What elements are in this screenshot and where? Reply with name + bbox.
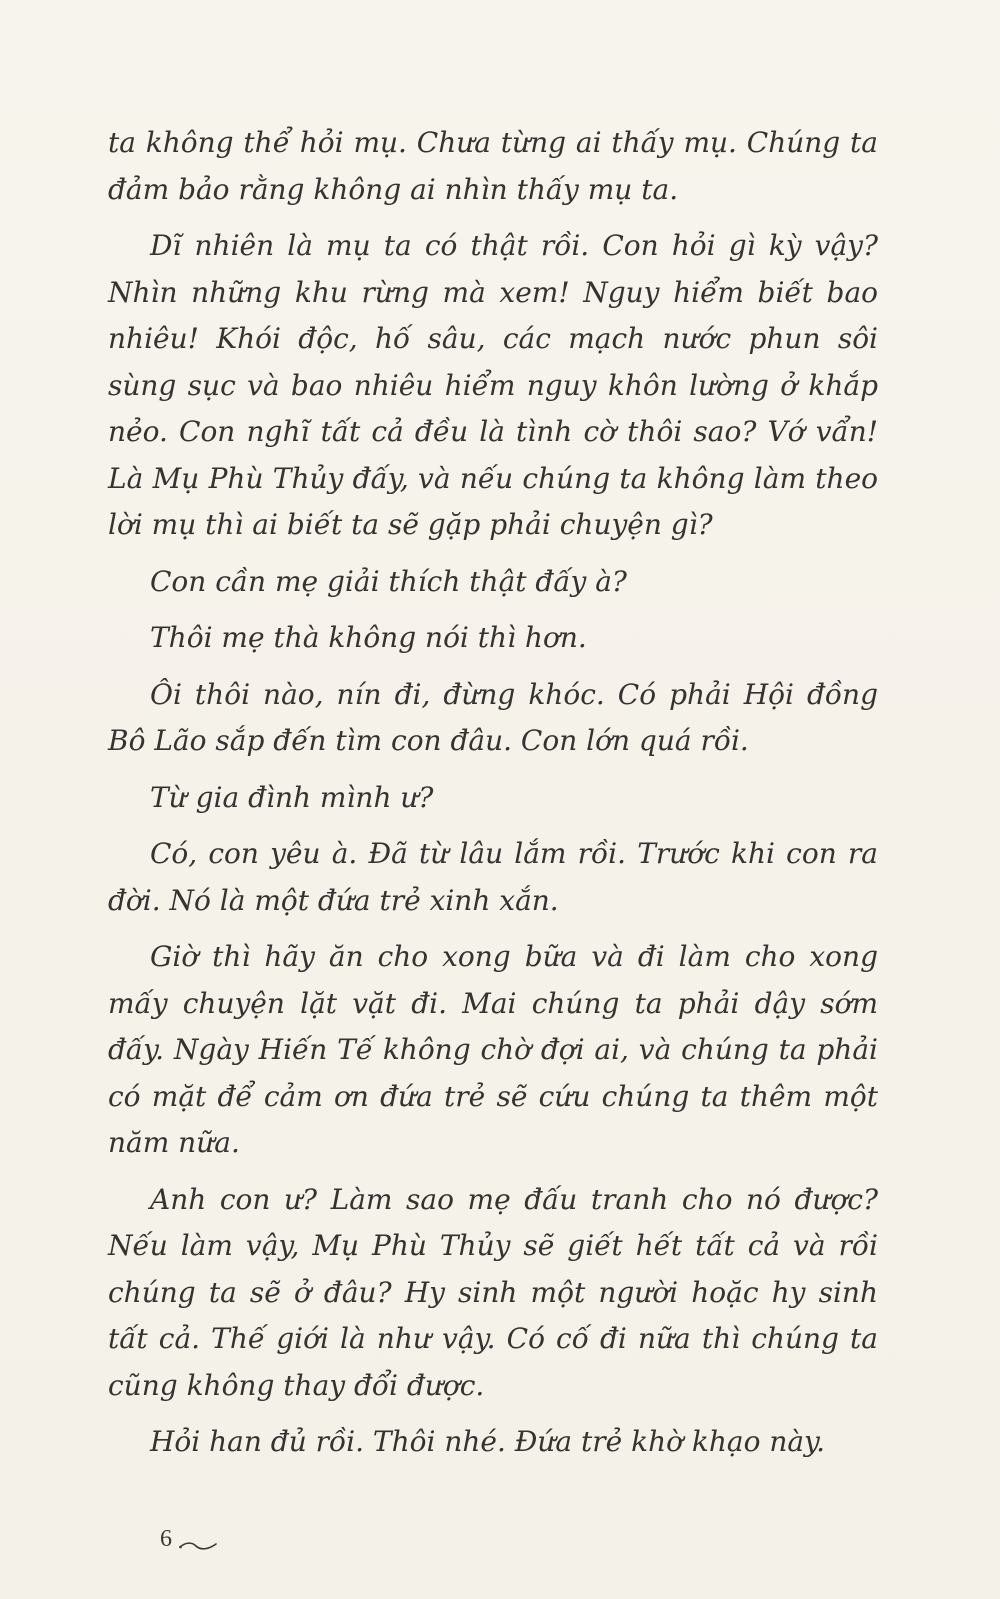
paragraph: Con cần mẹ giải thích thật đấy à?	[150, 564, 627, 598]
swash-ornament-icon	[178, 1533, 218, 1547]
paragraph: Dĩ nhiên là mụ ta có thật rồi. Con hỏi gì kỳ vậy? Nhìn những khu rừng mà xem! Nguy hiểm biết bao nhiêu! Khói độc, hố sâu, các mạch nước phun sôi sùng sục và bao nhiêu hiểm nguy khôn lường ở khắp nẻo. Con nghĩ tất cả đều là tình cờ thôi sao? Vớ vẩn! Là Mụ Phù Thủy đấy, và nếu chúng ta không làm theo lời mụ thì ai biết ta sẽ gặp phải chuyện gì?	[108, 229, 878, 541]
paragraph: Hỏi han đủ rồi. Thôi nhé. Đứa trẻ khờ khạo này.	[150, 1425, 826, 1458]
paragraph: Có, con yêu à. Đã từ lâu lắm rồi. Trước khi con ra đời. Nó là một đứa trẻ xinh xắn.	[108, 837, 878, 917]
paragraph: Giờ thì hãy ăn cho xong bữa và đi làm cho xong mấy chuyện lặt vặt đi. Mai chúng ta phải dậy sớm đấy. Ngày Hiến Tế không chờ đợi ai, và chúng ta phải có mặt để cảm ơn đứa trẻ sẽ cứu chúng ta thêm một năm nữa.	[108, 940, 878, 1159]
page-number-footer	[160, 1526, 218, 1553]
paragraph: ta không thể hỏi mụ. Chưa từng ai thấy mụ. Chúng ta đảm bảo rằng không ai nhìn thấy mụ ta.	[108, 126, 878, 206]
page-number: 6	[160, 1526, 172, 1552]
paragraph: Thôi mẹ thà không nói thì hơn.	[150, 621, 587, 654]
paragraph: Anh con ư? Làm sao mẹ đấu tranh cho nó được? Nếu làm vậy, Mụ Phù Thủy sẽ giết hết tất cả và rồi chúng ta sẽ ở đâu? Hy sinh một người hoặc hy sinh tất cả. Thế giới là như vậy. Có cố đi nữa thì chúng ta cũng không thay đổi được.	[108, 1182, 878, 1402]
paragraph: Ôi thôi nào, nín đi, đừng khóc. Có phải Hội đồng Bô Lão sắp đến tìm con đâu. Con lớn quá rồi.	[108, 677, 878, 757]
body-text	[108, 120, 878, 1476]
paragraph: Từ gia đình mình ư?	[150, 780, 434, 814]
